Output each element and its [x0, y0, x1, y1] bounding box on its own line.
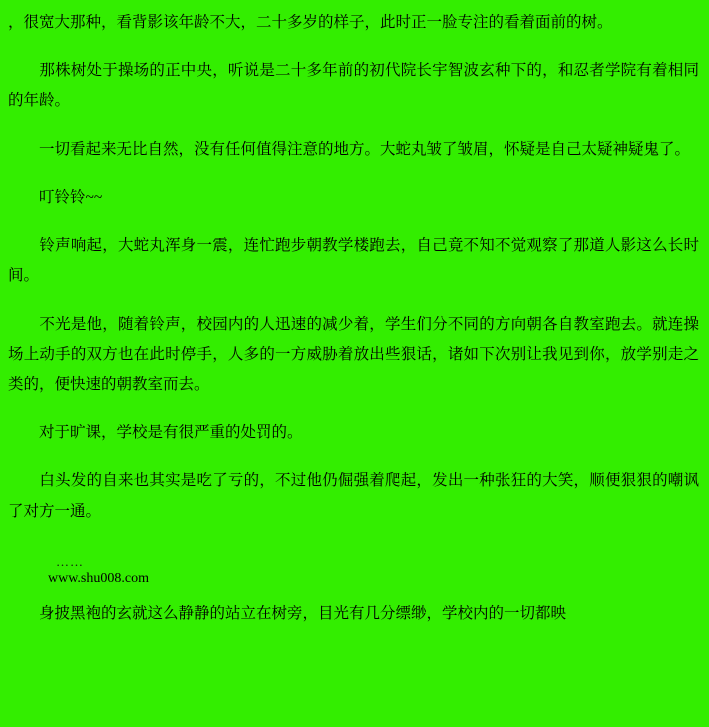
paragraph: 铃声响起，大蛇丸浑身一震，连忙跑步朝教学楼跑去，自己竟不知不觉观察了那道人影这么长时间。	[8, 237, 699, 285]
paragraph: ，很宽大那种，看背影该年龄不大，二十多岁的样子，此时正一脸专注的看着面前的树。	[8, 14, 613, 31]
paragraph: 对于旷课，学校是有很严重的处罚的。	[8, 424, 303, 442]
paragraph: 那株树处于操场的正中央，听说是二十多年前的初代院长宇智波玄种下的，和忍者学院有着相同的年龄。	[8, 62, 699, 110]
watermark	[8, 553, 699, 589]
paragraph: 叮铃铃~~	[8, 188, 103, 206]
paragraph-truncated: 身披黑袍的玄就这么静静的站立在树旁，目光有几分缥缈，学校内的一切都映	[8, 605, 567, 623]
paragraph: 白头发的自来也其实是吃了亏的，不过他仍倔强着爬起，发出一种张狂的大笑，顺便狠狠的嘲讽了对方一通。	[8, 472, 699, 520]
paragraph: 一切看起来无比自然，没有任何值得注意的地方。大蛇丸皱了皱眉，怀疑是自己太疑神疑鬼了。	[8, 140, 691, 158]
watermark-dots: ……	[56, 553, 84, 569]
paragraph: 不光是他，随着铃声，校园内的人迅速的减少着，学生们分不同的方向朝各自教室跑去。就连操场上动手的双方也在此时停手，人多的一方威胁着放出些狠话，诸如下次别让我见到你，放学别走之类的，便快速的朝教室而去。	[8, 315, 699, 393]
watermark-site-url: www.shu008.com	[48, 571, 149, 587]
